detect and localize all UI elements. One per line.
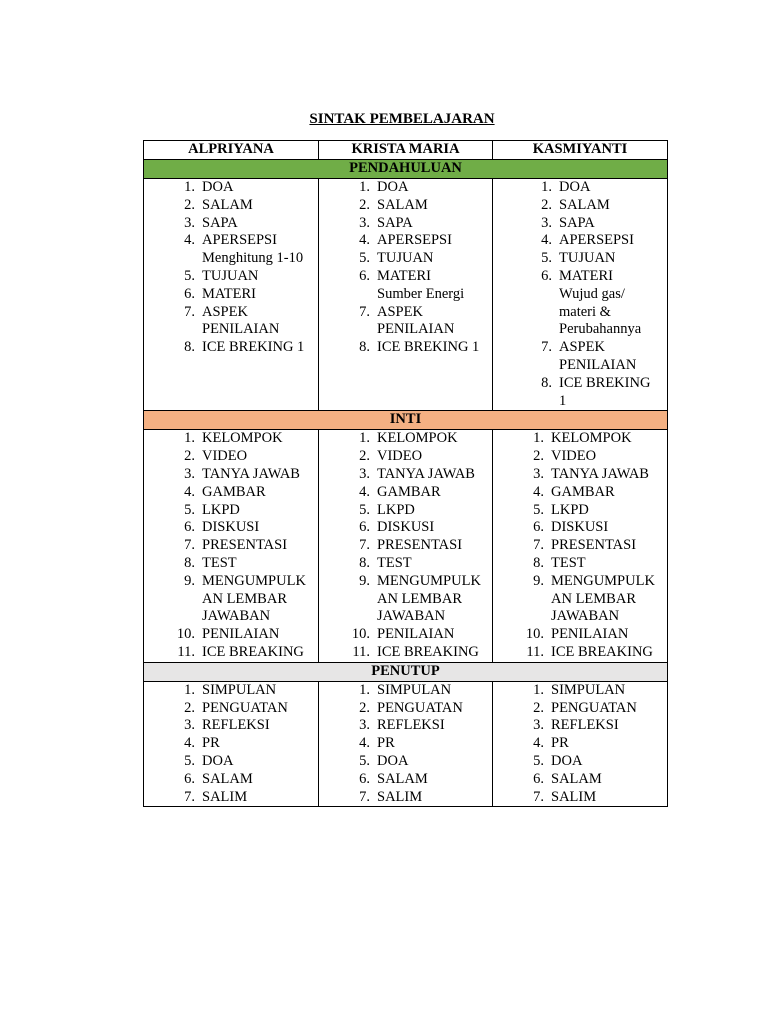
list-item-number: 5.	[541, 250, 552, 267]
cell-pendahuluan-krista-maria	[319, 179, 493, 411]
list-item-text: ICE BREKING 1	[377, 339, 480, 356]
list-item	[319, 555, 492, 573]
list-item	[144, 448, 318, 466]
list-item	[144, 753, 318, 771]
list-item-text: ICE BREKING 1	[559, 374, 651, 409]
cell-inti-kasmiyanti	[493, 430, 668, 662]
list-item-number: 7.	[184, 303, 195, 320]
list-item-text: TEST	[202, 554, 237, 571]
list-item-number: 7.	[184, 788, 195, 805]
list-item	[319, 268, 492, 304]
list-item-text: DOA	[551, 752, 583, 769]
cell-inti-alpriyana	[144, 430, 319, 662]
list-item	[144, 466, 318, 484]
list-item	[144, 789, 318, 807]
sintak-table	[143, 140, 668, 807]
list-item-number: 1.	[184, 179, 195, 195]
list-item	[319, 232, 492, 250]
list-item-number: 6.	[184, 770, 195, 787]
list-item-text: SALAM	[202, 196, 253, 213]
list-item	[319, 304, 492, 340]
list-item-number: 1.	[533, 681, 544, 698]
list-item-number: 11.	[177, 643, 195, 660]
list-item-text: ICE BREAKING	[202, 643, 304, 660]
list-item-number: 2.	[359, 448, 370, 465]
section-label-penutup: PENUTUP	[144, 662, 668, 681]
list-item-number: 8.	[533, 554, 544, 571]
list-item-text: TEST	[377, 554, 412, 571]
list-item-text: ASPEK PENILAIAN	[559, 339, 637, 373]
list-item	[144, 644, 318, 662]
list-item	[144, 771, 318, 789]
list-item	[144, 197, 318, 215]
list-item-text: LKPD	[377, 501, 415, 518]
list-item	[493, 179, 667, 197]
list-item-text: VIDEO	[377, 448, 423, 465]
list-item-text: ASPEK PENILAIAN	[377, 303, 455, 338]
list-item-number: 3.	[184, 717, 195, 734]
section-row-pendahuluan	[144, 160, 668, 179]
list-item-number: 8.	[184, 339, 195, 356]
list-item	[493, 484, 667, 502]
cell-penutup-alpriyana	[144, 681, 319, 807]
list-item-number: 3.	[359, 465, 370, 482]
list-item-number: 5.	[184, 267, 195, 284]
list-item-number: 8.	[359, 554, 370, 571]
list-item-number: 7.	[184, 537, 195, 554]
list-item-number: 7.	[533, 537, 544, 554]
list-item-number: 3.	[359, 214, 370, 231]
list-item-number: 2.	[541, 196, 552, 213]
section-label-inti: INTI	[144, 411, 668, 430]
document-title: SINTAK PEMBELAJARAN	[309, 111, 495, 127]
list-item	[319, 537, 492, 555]
list-item-text: PRESENTASI	[202, 537, 288, 554]
list-item-number: 7.	[541, 339, 552, 356]
list-item-text: SAPA	[377, 214, 413, 231]
list-item-number: 2.	[184, 196, 195, 213]
section-row-inti	[144, 411, 668, 430]
list-item-text: GAMBAR	[377, 483, 441, 500]
list-item-number: 3.	[541, 214, 552, 231]
list-item-number: 4.	[184, 483, 195, 500]
list-item-number: 1.	[184, 681, 195, 698]
list-item-text: SIMPULAN	[202, 681, 277, 698]
list-item	[493, 537, 667, 555]
list-item-text: MENGUMPULK AN LEMBAR JAWABAN	[202, 572, 306, 625]
list-item-text: PR	[202, 735, 220, 752]
list-item-text: KELOMPOK	[377, 430, 458, 447]
list-item	[319, 626, 492, 644]
list-item-text: SALAM	[559, 196, 610, 213]
list-item-number: 3.	[184, 465, 195, 482]
list-item-text: APERSEPSI Menghitung 1-10	[202, 232, 304, 267]
list-item-number: 4.	[184, 232, 195, 249]
list-item	[144, 215, 318, 233]
list-item	[493, 250, 667, 268]
list-item-number: 1.	[359, 179, 370, 195]
list-item-number: 6.	[533, 770, 544, 787]
list-item	[144, 555, 318, 573]
cell-inti-krista-maria	[319, 430, 493, 662]
list-item-text: LKPD	[551, 501, 589, 518]
list-item	[319, 430, 492, 448]
column-header-kasmiyanti: KASMIYANTI	[493, 141, 668, 160]
list-item	[493, 682, 667, 700]
list-item	[493, 430, 667, 448]
list-item-number: 7.	[359, 303, 370, 320]
list-item-text: SIMPULAN	[377, 681, 452, 698]
list-item-text: DOA	[202, 752, 234, 769]
content-row-inti	[144, 430, 668, 662]
list-item-number: 6.	[184, 519, 195, 536]
list-item-number: 5.	[359, 250, 370, 267]
list-item-number: 11.	[352, 643, 370, 660]
content-row-penutup	[144, 681, 668, 807]
list-item-text: SALIM	[551, 788, 597, 805]
column-header-alpriyana: ALPRIYANA	[144, 141, 319, 160]
list-item-text: MATERI Wujud gas/ materi & Perubahannya	[559, 267, 642, 338]
list-item	[319, 753, 492, 771]
list-item-number: 6.	[541, 267, 552, 284]
list-item-text: PENILAIAN	[202, 626, 280, 643]
list-item-number: 1.	[533, 430, 544, 447]
list-item	[493, 215, 667, 233]
list-item	[493, 448, 667, 466]
list-item	[493, 339, 667, 375]
list-item-text: VIDEO	[202, 448, 248, 465]
list-item-number: 5.	[184, 501, 195, 518]
list-item-text: TANYA JAWAB	[551, 465, 649, 482]
list-item	[144, 484, 318, 502]
section-row-penutup	[144, 662, 668, 681]
list-item	[493, 197, 667, 215]
list-item-text: DOA	[559, 179, 591, 195]
list-item-number: 4.	[359, 232, 370, 249]
list-item-number: 3.	[533, 717, 544, 734]
list-item	[144, 573, 318, 626]
list-item	[144, 682, 318, 700]
list-item-number: 5.	[359, 501, 370, 518]
list-item	[493, 644, 667, 662]
list-item	[144, 626, 318, 644]
list-item-number: 2.	[184, 448, 195, 465]
list-item-text: GAMBAR	[551, 483, 615, 500]
list-item-text: SALAM	[202, 770, 253, 787]
list-item	[319, 735, 492, 753]
list-item-text: SALAM	[551, 770, 602, 787]
list-item-number: 10.	[176, 626, 195, 643]
list-item-number: 8.	[359, 339, 370, 356]
list-item	[493, 771, 667, 789]
list-item	[493, 753, 667, 771]
list-item	[319, 682, 492, 700]
list-item-text: TUJUAN	[559, 250, 616, 267]
list-item-text: DISKUSI	[377, 519, 435, 536]
list-item	[144, 502, 318, 520]
list-item-text: REFLEKSI	[377, 717, 445, 734]
list-item	[493, 626, 667, 644]
list-item	[319, 717, 492, 735]
list-item	[319, 215, 492, 233]
header-row	[144, 141, 668, 160]
list-item	[144, 700, 318, 718]
list-item-text: DOA	[202, 179, 234, 195]
section-label-pendahuluan: PENDAHULUAN	[144, 160, 668, 179]
list-item-number: 9.	[359, 572, 370, 589]
list-item-text: ICE BREKING 1	[202, 339, 305, 356]
list-item	[319, 789, 492, 807]
list-item	[319, 519, 492, 537]
list-item-number: 6.	[359, 770, 370, 787]
list-item-text: MENGUMPULK AN LEMBAR JAWABAN	[377, 572, 481, 625]
list-item-number: 6.	[359, 519, 370, 536]
list-item-text: KELOMPOK	[551, 430, 632, 447]
list-item-number: 9.	[184, 572, 195, 589]
list-item-number: 4.	[359, 483, 370, 500]
list-item	[144, 735, 318, 753]
list-item	[493, 519, 667, 537]
list-item-number: 6.	[359, 267, 370, 284]
list-item	[493, 232, 667, 250]
list-item	[493, 700, 667, 718]
list-item-text: SALAM	[377, 770, 428, 787]
list-item	[144, 286, 318, 304]
list-item-text: SAPA	[202, 214, 238, 231]
list-item-number: 1.	[184, 430, 195, 447]
list-item	[493, 573, 667, 626]
list-item-text: SAPA	[559, 214, 595, 231]
list-item	[493, 268, 667, 339]
list-item-text: MATERI	[202, 285, 256, 302]
cell-pendahuluan-kasmiyanti	[493, 179, 668, 411]
list-item-text: PR	[551, 735, 569, 752]
list-item	[319, 771, 492, 789]
list-item-text: TEST	[551, 554, 586, 571]
content-row-pendahuluan	[144, 179, 668, 411]
list-item-text: SALAM	[377, 196, 428, 213]
list-item-text: MATERI Sumber Energi	[377, 267, 465, 302]
list-item	[319, 644, 492, 662]
list-item	[493, 502, 667, 520]
cell-penutup-kasmiyanti	[493, 681, 668, 807]
list-item-number: 4.	[541, 232, 552, 249]
list-item-text: LKPD	[202, 501, 240, 518]
list-item	[319, 197, 492, 215]
list-item	[493, 717, 667, 735]
list-item	[319, 339, 492, 357]
list-item	[319, 573, 492, 626]
list-item	[493, 789, 667, 807]
list-item-text: DOA	[377, 179, 409, 195]
list-item	[319, 502, 492, 520]
list-item-text: PENGUATAN	[202, 699, 288, 716]
list-item-text: SALIM	[202, 788, 248, 805]
list-item-number: 1.	[359, 430, 370, 447]
list-item-text: DOA	[377, 752, 409, 769]
list-item-number: 5.	[359, 752, 370, 769]
list-item-number: 11.	[526, 643, 544, 660]
list-item-text: APERSEPSI	[559, 232, 634, 249]
list-item	[144, 179, 318, 197]
list-item-number: 5.	[184, 752, 195, 769]
list-item-number: 2.	[533, 699, 544, 716]
list-item-text: PRESENTASI	[377, 537, 463, 554]
list-item	[144, 339, 318, 357]
list-item-text: PENGUATAN	[551, 699, 637, 716]
list-item-text: PR	[377, 735, 395, 752]
list-item-number: 2.	[359, 699, 370, 716]
list-item-text: PENGUATAN	[377, 699, 463, 716]
list-item-text: SALIM	[377, 788, 423, 805]
list-item-text: TUJUAN	[202, 267, 259, 284]
list-item-text: REFLEKSI	[551, 717, 619, 734]
list-item-text: ICE BREAKING	[551, 643, 653, 660]
list-item	[144, 519, 318, 537]
list-item-text: MENGUMPULK AN LEMBAR JAWABAN	[551, 572, 655, 625]
list-item-number: 1.	[359, 681, 370, 698]
list-item	[144, 430, 318, 448]
list-item-text: REFLEKSI	[202, 717, 270, 734]
list-item-number: 9.	[533, 572, 544, 589]
list-item-number: 4.	[359, 735, 370, 752]
column-header-krista-maria: KRISTA MARIA	[319, 141, 493, 160]
list-item-number: 7.	[359, 537, 370, 554]
list-item-text: VIDEO	[551, 448, 597, 465]
list-item-text: TUJUAN	[377, 250, 434, 267]
list-item	[319, 484, 492, 502]
list-item	[144, 537, 318, 555]
list-item-number: 8.	[541, 374, 552, 391]
list-item-text: DISKUSI	[202, 519, 260, 536]
list-item	[319, 700, 492, 718]
list-item	[493, 375, 667, 411]
list-item	[144, 304, 318, 340]
list-item-number: 8.	[184, 554, 195, 571]
cell-penutup-krista-maria	[319, 681, 493, 807]
list-item	[493, 735, 667, 753]
list-item-text: PENILAIAN	[377, 626, 455, 643]
list-item-text: TANYA JAWAB	[377, 465, 475, 482]
list-item-text: DISKUSI	[551, 519, 609, 536]
list-item-text: ASPEK PENILAIAN	[202, 303, 280, 338]
list-item-number: 10.	[351, 626, 370, 643]
list-item-number: 5.	[533, 752, 544, 769]
list-item	[319, 179, 492, 197]
list-item-number: 2.	[533, 448, 544, 465]
list-item	[319, 466, 492, 484]
list-item	[493, 466, 667, 484]
list-item-number: 2.	[184, 699, 195, 716]
list-item-number: 2.	[359, 196, 370, 213]
list-item	[144, 268, 318, 286]
list-item-number: 4.	[184, 735, 195, 752]
list-item-number: 7.	[359, 788, 370, 805]
list-item-number: 6.	[533, 519, 544, 536]
cell-pendahuluan-alpriyana	[144, 179, 319, 411]
list-item-number: 3.	[359, 717, 370, 734]
list-item	[319, 250, 492, 268]
list-item-text: GAMBAR	[202, 483, 266, 500]
list-item-number: 7.	[533, 788, 544, 805]
list-item	[144, 232, 318, 268]
list-item-text: PRESENTASI	[551, 537, 637, 554]
list-item-number: 10.	[525, 626, 544, 643]
list-item-number: 6.	[184, 285, 195, 302]
list-item-text: ICE BREAKING	[377, 643, 479, 660]
list-item-text: KELOMPOK	[202, 430, 283, 447]
list-item-number: 5.	[533, 501, 544, 518]
list-item-text: PENILAIAN	[551, 626, 629, 643]
list-item-text: TANYA JAWAB	[202, 465, 300, 482]
list-item-number: 4.	[533, 735, 544, 752]
list-item	[144, 717, 318, 735]
list-item	[319, 448, 492, 466]
list-item	[493, 555, 667, 573]
list-item-number: 4.	[533, 483, 544, 500]
list-item-number: 3.	[533, 465, 544, 482]
list-item-number: 3.	[184, 214, 195, 231]
list-item-text: APERSEPSI	[377, 232, 452, 249]
list-item-text: SIMPULAN	[551, 681, 626, 698]
list-item-number: 1.	[541, 179, 552, 195]
